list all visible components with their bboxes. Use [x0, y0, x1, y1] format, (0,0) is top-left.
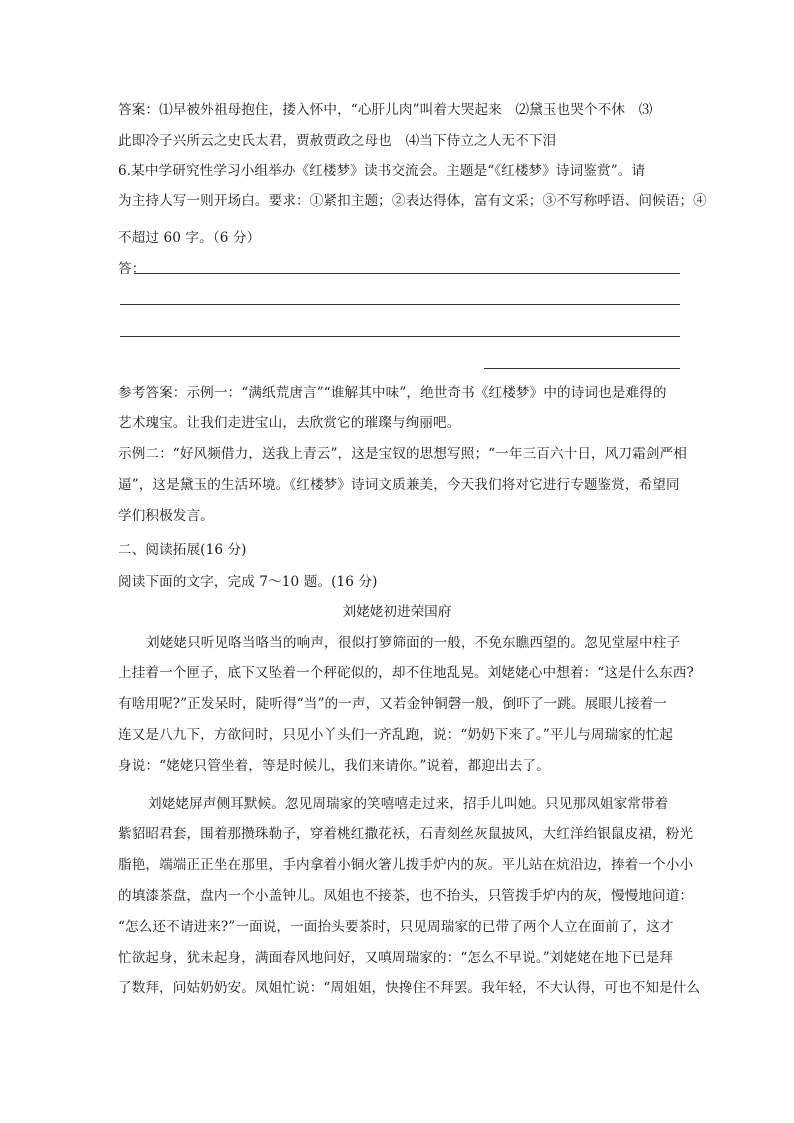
passage-p2-line-1: 刘姥姥屏声侧耳默候。忽见周瑞家的笑嘻嘻走过来，招手儿叫她。只见那凤姐家常带着 — [148, 796, 669, 812]
reference-line-4: 逼”，这是黛玉的生活环境。《红楼梦》诗词文质兼美，今天我们将对它进行专题鉴赏，希望同 — [118, 477, 680, 493]
reference-line-1: 参考答案：示例一：“满纸荒唐言”“谁解其中味”，绝世奇书《红楼梦》中的诗词也是难得的 — [118, 385, 667, 401]
passage-p1-line-1: 刘姥姥只听见咯当咯当的响声，很似打箩筛面的一般，不免东瞧西望的。忽见堂屋中柱子 — [146, 635, 681, 651]
answer-blank-line-4[interactable] — [484, 368, 680, 369]
reference-line-3: 示例二：“好风频借力，送我上青云”，这是宝钗的思想写照；“一年三百六十日，风刀霜剑严相 — [118, 446, 687, 462]
passage-p2-line-5: “怎么还不请进来?”一面说，一面抬头要茶时，只见周瑞家的已带了两个人立在面前了，这才 — [118, 919, 674, 935]
passage-p1-line-3: 有啥用呢?”正发呆时，陡听得“当”的一声，又若金钟铜磬一般，倒吓了一跳。展眼儿接着一 — [118, 696, 667, 712]
passage-title: 刘姥姥初进荣国府 — [342, 604, 452, 620]
answer-blank-line-1[interactable] — [134, 273, 680, 274]
passage-p2-line-7: 了数拜，问姑奶奶安。凤姐忙说：“周姐姐，快搀住不拜罢。我年轻，不大认得，可也不知是什么 — [118, 980, 701, 996]
passage-p2-line-2: 紫貂昭君套，围着那攒珠勒子，穿着桃红撒花袄，石青刻丝灰鼠披风，大红洋绉银鼠皮裙，粉光 — [118, 826, 694, 842]
section-heading: 二、阅读拓展(16 分) — [118, 542, 247, 558]
answer-blank-line-2[interactable] — [120, 304, 680, 305]
passage-p2-line-4: 的填漆茶盘，盘内一个小盖钟儿。凤姐也不接茶，也不抬头，只管拨手炉内的灰，慢慢地问道： — [118, 888, 694, 904]
reference-line-2: 艺术瑰宝。让我们走进宝山，去欣赏它的璀璨与绚丽吧。 — [118, 415, 461, 431]
question6-line-1: 6.某中学研究性学习小组举办《红楼梦》读书交流会。主题是“《红楼梦》诗词鉴赏”。请 — [118, 163, 646, 179]
question6-line-2: 为主持人写一则开场白。要求：①紧扣主题；②表达得体，富有文采；③不写称呼语、问候语；④ — [118, 193, 707, 209]
section-instruction: 阅读下面的文字，完成 7～10 题。(16 分) — [118, 574, 378, 590]
answer-label: 答： — [118, 261, 146, 277]
reference-line-5: 学们积极发言。 — [118, 508, 214, 524]
passage-p1-line-4: 连又是八九下，方欲问时，只见小丫头们一齐乱跑，说：“奶奶下来了。”平儿与周瑞家的忙起 — [118, 727, 674, 743]
answer5-line-2: 此即冷子兴所云之史氏太君，贾赦贾政之母也 ⑷当下侍立之人无不下泪 — [118, 133, 557, 149]
answer5-line-1: 答案：⑴早被外祖母抱住，搂入怀中，“心肝儿肉”叫着大哭起来 ⑵黛玉也哭个不休 ⑶ — [118, 102, 653, 118]
passage-p2-line-3: 脂艳，端端正正坐在那里，手内拿着小铜火箸儿拨手炉内的灰。平儿站在炕沿边，捧着一个小小 — [118, 857, 694, 873]
answer-blank-line-3[interactable] — [120, 336, 680, 337]
question6-line-3: 不超过 60 字。（6 分） — [118, 230, 261, 246]
passage-p1-line-5: 身说：“姥姥只管坐着，等是时候儿，我们来请你。”说着，都迎出去了。 — [118, 758, 550, 774]
passage-p1-line-2: 上挂着一个匣子，底下又坠着一个秤砣似的，却不住地乱晃。刘姥姥心中想着：“这是什么东西? — [118, 665, 694, 681]
passage-p2-line-6: 忙欲起身，犹未起身，满面春风地问好，又嗔周瑞家的：“怎么不早说。”刘姥姥在地下已是拜 — [118, 950, 674, 966]
